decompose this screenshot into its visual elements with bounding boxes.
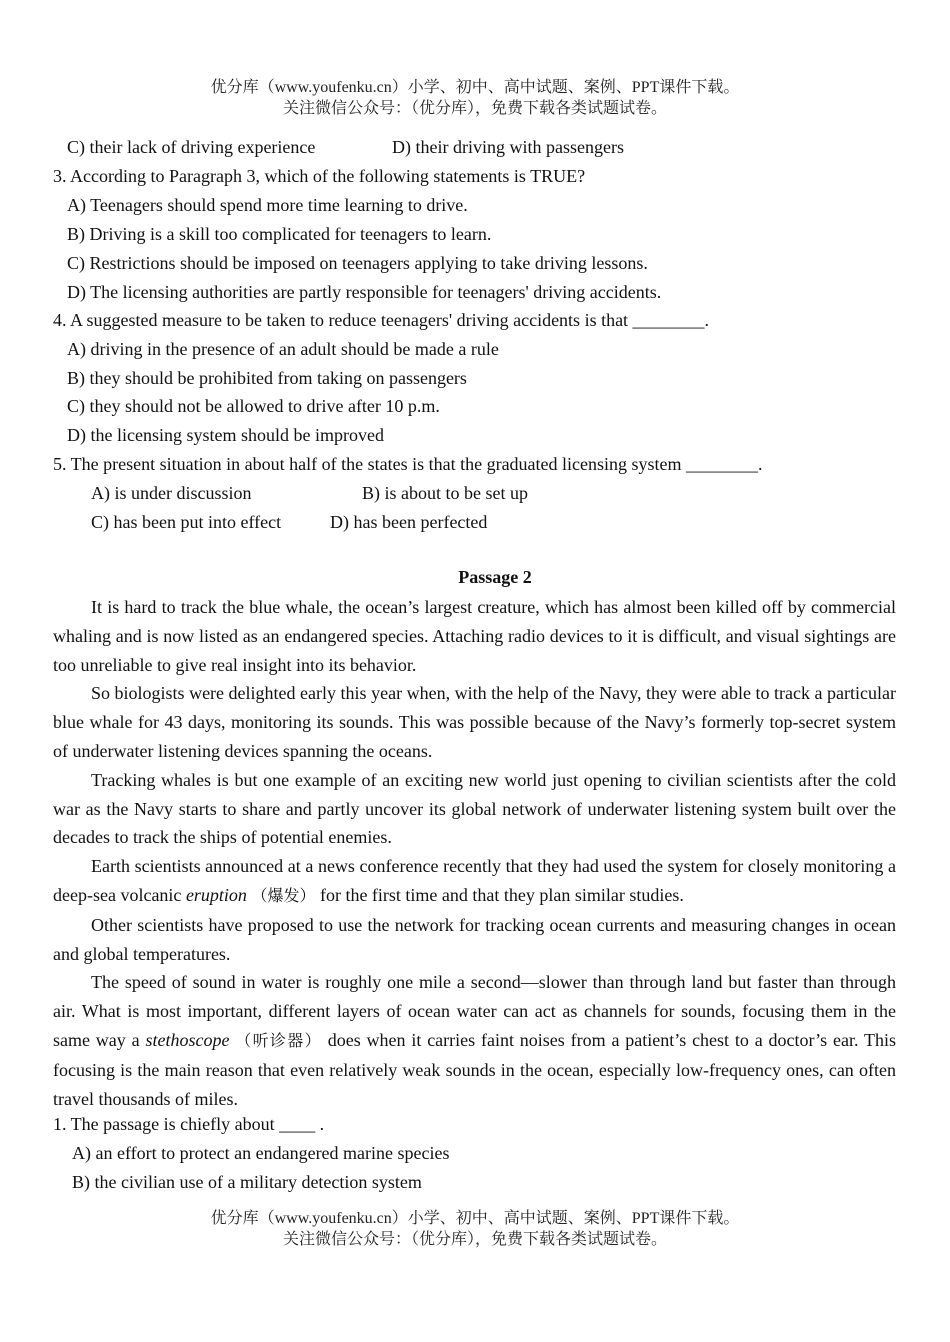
q4-option-b: B) they should be prohibited from taking on passengers (67, 368, 467, 388)
q4-option-c: C) they should not be allowed to drive after 10 p.m. (67, 396, 440, 416)
passage-paragraph-2: So biologists were delighted early this year when, with the help of the Navy, they were able to track a particular blue whale for 43 days, monitoring its sounds. This was possible because of the Navy’s formerly top-secret system of underwater listening devices spanning the oceans. (53, 683, 896, 761)
q5-option-b: B) is about to be set up (362, 483, 528, 503)
q4-option-a: A) driving in the presence of an adult should be made a rule (67, 339, 499, 359)
q3-option-a: A) Teenagers should spend more time learning to drive. (67, 195, 468, 215)
chinese-gloss-eruption: （爆发） (251, 885, 316, 905)
p2-q1-stem: 1. The passage is chiefly about ____ . (53, 1114, 325, 1134)
q5-stem: 5. The present situation in about half of the states is that the graduated licensing system ________. (53, 454, 763, 474)
q5-option-d: D) has been perfected (330, 512, 488, 532)
p2-q1-option-a: A) an effort to protect an endangered marine species (72, 1143, 450, 1163)
passage-body (53, 593, 896, 1113)
q4-stem: 4. A suggested measure to be taken to reduce teenagers' driving accidents is that ________. (53, 310, 710, 330)
italic-term-stethoscope: stethoscope (145, 1029, 230, 1050)
italic-term-eruption: eruption (185, 884, 247, 905)
footer-line-2: 关注微信公众号：（优分库），免费下载各类试题试卷。 (282, 1231, 667, 1248)
q3-stem: 3. According to Paragraph 3, which of the following statements is TRUE? (53, 166, 586, 186)
q5-option-c: C) has been put into effect (91, 512, 282, 532)
paragraph-4-text-a: Earth scientists announced at a news conference recently that they had used the system for closely monitoring a deep-sea volcanic (53, 856, 896, 905)
q5-option-a: A) is under discussion (91, 483, 252, 503)
q3-option-c: C) Restrictions should be imposed on teenagers applying to take driving lessons. (67, 253, 648, 273)
passage-paragraph-3: Tracking whales is but one example of an exciting new world just opening to civilian scientists after the cold war as the Navy starts to share and partly uncover its global network of underwater listening system built over the decades to track the ships of potential enemies. (53, 769, 896, 848)
footer-line-1: 优分库（www.youfenku.cn）小学、初中、高中试题、案例、PPT课件下载。 (210, 1210, 740, 1227)
page-footer (0, 1208, 950, 1250)
q4-option-d: D) the licensing system should be improved (67, 425, 384, 445)
paragraph-6-text-b: does when it carries faint noises from a patient’s chest to a doctor’s ear. This focusing is the main reason that even relatively weak sounds in the ocean, especially low-frequency ones, can often travel thousands of miles. (53, 1029, 896, 1109)
passage-paragraph-6 (53, 968, 896, 1113)
q2-option-c: C) their lack of driving experience (67, 137, 316, 157)
paragraph-6-text-a: The speed of sound in water is roughly one mile a second—slower than through land but faster than through air. What is most important, different layers of ocean water can act as channels for sounds, focusing them in the same way a (53, 972, 896, 1050)
q3-option-d: D) The licensing authorities are partly responsible for teenagers' driving accidents. (67, 282, 662, 302)
p2-q1-option-b: B) the civilian use of a military detection system (72, 1172, 422, 1192)
page-header (0, 77, 950, 119)
header-line-2: 关注微信公众号：（优分库），免费下载各类试题试卷。 (282, 100, 667, 117)
chinese-gloss-stethoscope: （听诊器） (235, 1030, 322, 1050)
passage-paragraph-4 (53, 852, 896, 911)
header-line-1: 优分库（www.youfenku.cn）小学、初中、高中试题、案例、PPT课件下载。 (210, 79, 740, 96)
passage-title: Passage 2 (458, 567, 532, 587)
q3-option-b: B) Driving is a skill too complicated for teenagers to learn. (67, 224, 492, 244)
q2-option-d: D) their driving with passengers (392, 137, 624, 157)
passage-paragraph-1: It is hard to track the blue whale, the ocean’s largest creature, which has almost been killed off by commercial whaling and is now listed as an endangered species. Attaching radio devices to it is difficult, and visual sightings are too unreliable to give real insight into its behavior. (53, 597, 896, 675)
passage-paragraph-5: Other scientists have proposed to use the network for tracking ocean currents and measuring changes in ocean and global temperatures. (53, 914, 896, 964)
paragraph-4-text-b: for the first time and that they plan similar studies. (315, 884, 684, 905)
